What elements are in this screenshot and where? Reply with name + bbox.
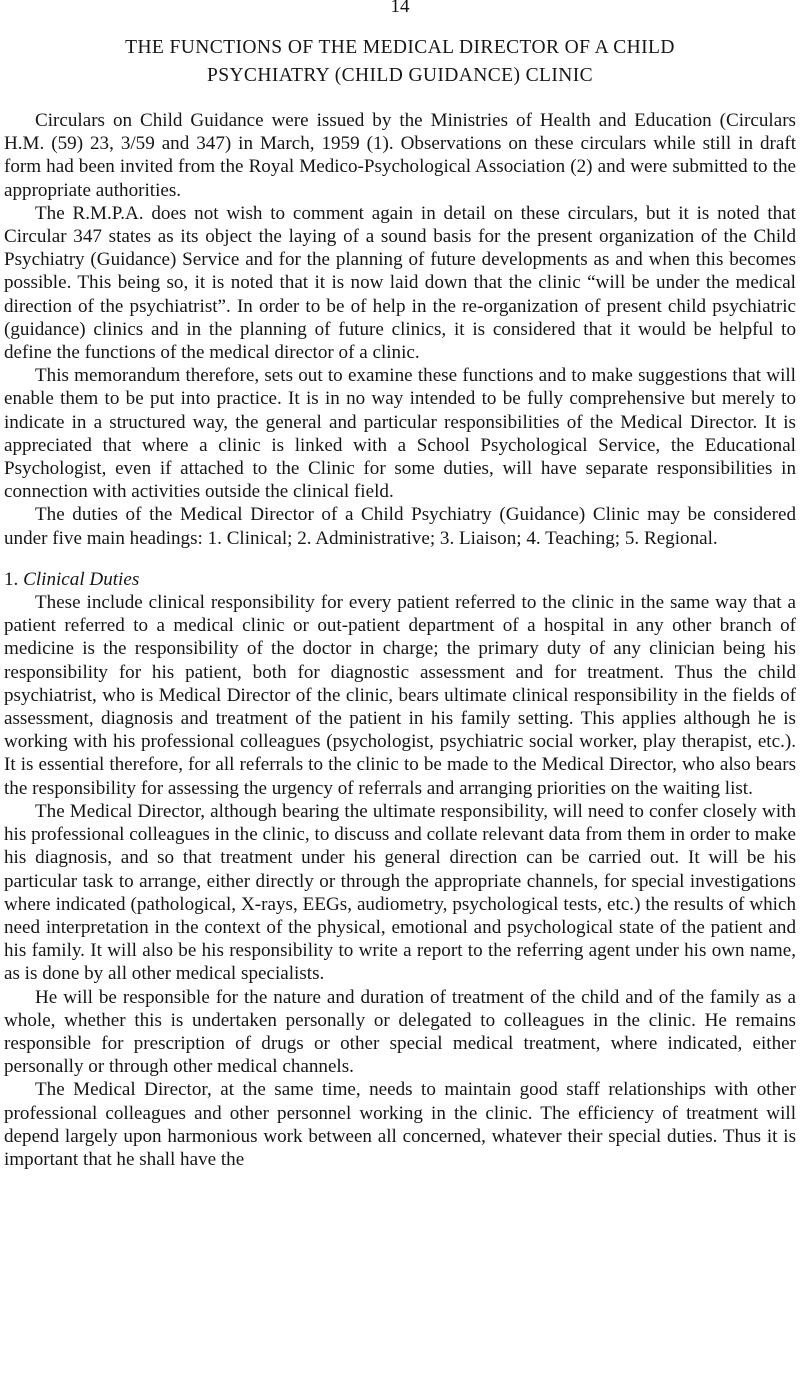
page-number: 14 xyxy=(390,0,410,17)
section-heading xyxy=(4,568,796,591)
article-title-line-1: THE FUNCTIONS OF THE MEDICAL DIRECTOR OF A CHILD xyxy=(125,37,675,58)
section-paragraph-1: These include clinical responsibility for every patient referred to the clinic in the same way that a patient referred to a medical clinic or out-patient department of a hospital in any other branch of medicine is the responsibility of the doctor in charge; the primary duty of any clinician being his responsibility for his patient, both for diagnostic assessment and for treatment. Thus the child psychiatrist, who is Medical Director of the clinic, bears ultimate clinical responsibility in the fields of assessment, diagnosis and treatment of the patient in his family setting. This applies although he is working with his professional colleagues (psychologist, psychiatric social worker, play therapist, etc.). It is essential therefore, for all referrals to the clinic to be made to the Medical Director, who also bears the responsibility for assessing the urgency of referrals and arranging priorities on the waiting list. xyxy=(4,592,796,799)
intro-paragraph-2: The R.M.P.A. does not wish to comment again in detail on these circulars, but it is noted that Circular 347 states as its object the laying of a sound basis for the present organization of the Child Psychiatry (Guidance) Service and for the planning of future developments as and when this becomes possible. This being so, it is noted that it is now laid down that the clinic “will be under the medical direction of the psychiatrist”. In order to be of help in the re-organization of present child psychiatric (guidance) clinics and in the planning of future clinics, it is considered that it would be helpful to define the functions of the medical director of a clinic. xyxy=(4,202,796,364)
section-paragraph-2: The Medical Director, although bearing the ultimate responsibility, will need to confer closely with his professional colleagues in the clinic, to discuss and collate relevant data from them in order to make his diagnosis, and so that treatment under his general direction can be carried out. It will be his particular task to arrange, either directly or through the appropriate channels, for special investigations where indicated (pathological, X-rays, EEGs, audiometry, psychological tests, etc.) the results of which need interpretation in the context of the physical, emotional and psychological state of the patient and his family. It will also be his responsibility to write a report to the referring agent under his own name, as is done by all other medical specialists. xyxy=(4,800,796,985)
section-heading-text: Clinical Duties xyxy=(23,568,140,590)
intro-paragraph-1: Circulars on Child Guidance were issued by the Ministries of Health and Education (Circulars H.M. (59) 23, 3/59 and 347) in March, 1959 (1). Observations on these circulars while still in draft form had been invited from the Royal Medico-Psychological Association (2) and were submitted to the appropriate authorities. xyxy=(4,110,796,201)
article-body xyxy=(4,109,796,1171)
section-paragraph-4: The Medical Director, at the same time, needs to maintain good staff relationships with other professional colleagues and other personnel working in the clinic. The efficiency of treatment will depend largely upon harmonious work between all concerned, whatever their special duties. Thus it is important that he shall have the xyxy=(4,1079,796,1170)
article-title xyxy=(20,34,780,90)
intro-paragraph-3: This memorandum therefore, sets out to examine these functions and to make suggestions that will enable them to be put into practice. It is in no way intended to be fully comprehensive but merely to indicate in a structured way, the general and particular responsibilities of the Medical Director. It is appreciated that where a clinic is linked with a School Psychological Service, the Educational Psychologist, even if attached to the Clinic for some duties, will have separate responsibilities in connection with activities outside the clinical field. xyxy=(4,365,796,503)
section-number: 1. xyxy=(4,568,19,590)
section-paragraph-3: He will be responsible for the nature and duration of treatment of the child and of the family as a whole, whether this is undertaken personally or delegated to colleagues in the clinic. He remains responsible for prescription of drugs or other special medical treatment, where indicated, either personally or through other medical channels. xyxy=(4,986,796,1078)
article-title-line-2: PSYCHIATRY (CHILD GUIDANCE) CLINIC xyxy=(206,65,594,86)
intro-paragraph-4: The duties of the Medical Director of a Child Psychiatry (Guidance) Clinic may be considered under five main headings: 1. Clinical; 2. Administrative; 3. Liaison; 4. Teaching; 5. Regional. xyxy=(4,504,796,549)
